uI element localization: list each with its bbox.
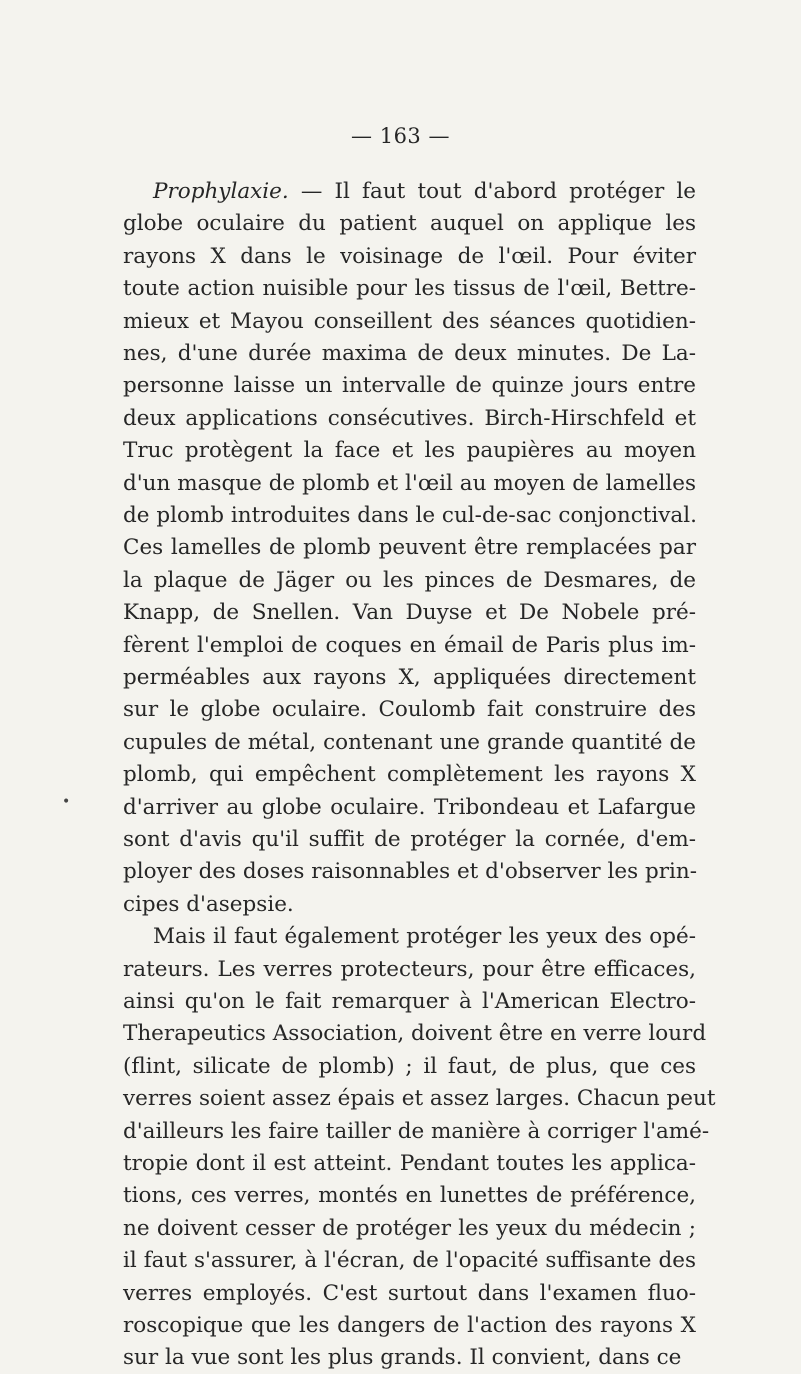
line-text: nes, d'une durée maxima de deux minutes. De La- <box>123 341 696 366</box>
line-text: la plaque de Jäger ou les pinces de Desmares, de <box>123 567 696 593</box>
text-line <box>123 1148 696 1180</box>
section-heading: Prophylaxie. <box>153 179 289 204</box>
line-text: cipes d'asepsie. <box>123 891 294 917</box>
line-text: mieux et Mayou conseillent des séances quotidien- <box>123 308 696 334</box>
line-text: rateurs. Les verres protecteurs, pour être efficaces, <box>123 956 696 982</box>
line-text: ployer des doses raisonnables et d'observer les prin- <box>123 859 698 885</box>
text-line <box>153 176 696 208</box>
line-text: toute action nuisible pour les tissus de l'œil, Bettre- <box>123 276 696 302</box>
text-line <box>123 1278 696 1310</box>
text-line <box>123 1018 707 1050</box>
text-line <box>123 1310 696 1342</box>
text-line <box>123 824 696 856</box>
line-text: Therapeutics Association, doivent être en verre lourd <box>123 1021 707 1047</box>
text-line <box>123 403 696 435</box>
line-text: Truc protègent la face et les paupières au moyen <box>123 438 696 464</box>
line-text: perméables aux rayons X, appliquées directement <box>123 665 696 690</box>
text-line <box>123 435 696 467</box>
text-line <box>123 694 696 726</box>
margin-mark: • <box>62 794 71 810</box>
text-line <box>123 532 696 564</box>
text-line <box>123 1083 716 1115</box>
text-line <box>123 1116 710 1148</box>
text-line <box>123 1342 696 1374</box>
line-text: ne doivent cesser de protéger les yeux du médecin ; <box>123 1215 696 1241</box>
line-text: verres soient assez épais et assez larges. Chacun peut <box>123 1086 716 1112</box>
text-line <box>123 759 696 791</box>
text-line <box>123 306 696 338</box>
text-line <box>123 500 696 532</box>
line-text: cupules de métal, contenant une grande quantité de <box>123 729 696 755</box>
line-text: verres employés. C'est surtout dans l'examen fluo- <box>123 1280 696 1306</box>
text-line <box>123 1213 696 1245</box>
text-line <box>123 273 696 305</box>
line-text: globe oculaire du patient auquel on applique les <box>123 211 696 237</box>
line-text: tropie dont il est atteint. Pendant toutes les applica- <box>123 1151 696 1176</box>
text-line <box>123 792 696 824</box>
text-line <box>123 208 696 240</box>
text-line <box>123 1051 696 1083</box>
line-text: sur la vue sont les plus grands. Il convient, dans ce <box>123 1345 682 1371</box>
line-text: (flint, silicate de plomb) ; il faut, de plus, que ces <box>123 1053 696 1079</box>
line-text: rayons X dans le voisinage de l'œil. Pour éviter <box>123 243 696 269</box>
text-line <box>123 662 696 694</box>
text-line <box>123 597 696 629</box>
line-text: tions, ces verres, montés en lunettes de préférence, <box>123 1183 696 1209</box>
text-line <box>123 856 696 888</box>
line-text: ainsi qu'on le fait remarquer à l'American Electro- <box>123 989 696 1014</box>
line-text: — Il faut tout d'abord protéger le <box>288 179 696 204</box>
text-line <box>123 630 696 662</box>
text-line <box>123 954 696 986</box>
line-text: fèrent l'emploi de coques en émail de Paris plus im- <box>123 632 696 658</box>
text-line <box>123 1180 696 1212</box>
text-line <box>123 565 696 597</box>
line-text: personne laisse un intervalle de quinze jours entre <box>123 373 696 399</box>
text-line <box>123 986 696 1018</box>
text-line <box>123 1245 696 1277</box>
text-line <box>153 921 696 953</box>
line-text: sur le globe oculaire. Coulomb fait construire des <box>123 697 696 723</box>
line-text: d'un masque de plomb et l'œil au moyen de lamelles <box>123 470 696 496</box>
line-text: plomb, qui empêchent complètement les rayons X <box>123 762 696 788</box>
line-text: roscopique que les dangers de l'action des rayons X <box>123 1313 696 1338</box>
page-number: — 163 — <box>351 124 450 148</box>
line-text: d'arriver au globe oculaire. Tribondeau et Lafargue <box>123 794 696 820</box>
text-line <box>123 241 696 273</box>
text-line <box>123 889 696 921</box>
line-text: d'ailleurs les faire tailler de manière à corriger l'amé- <box>123 1118 710 1144</box>
line-text: de plomb introduites dans le cul-de-sac conjonctival. <box>123 503 697 528</box>
text-line <box>123 370 696 402</box>
line-text: Ces lamelles de plomb peuvent être remplacées par <box>123 535 696 561</box>
line-text: Mais il faut également protéger les yeux des opé- <box>153 924 696 950</box>
line-text: il faut s'assurer, à l'écran, de l'opacité suffisante des <box>123 1248 696 1274</box>
text-line <box>123 468 696 500</box>
text-line <box>123 338 696 370</box>
line-text: deux applications consécutives. Birch-Hirschfeld et <box>123 405 696 431</box>
line-text: sont d'avis qu'il suffit de protéger la cornée, d'em- <box>123 827 696 852</box>
line-text: Knapp, de Snellen. Van Duyse et De Nobele pré- <box>123 600 696 626</box>
text-line <box>123 727 696 759</box>
